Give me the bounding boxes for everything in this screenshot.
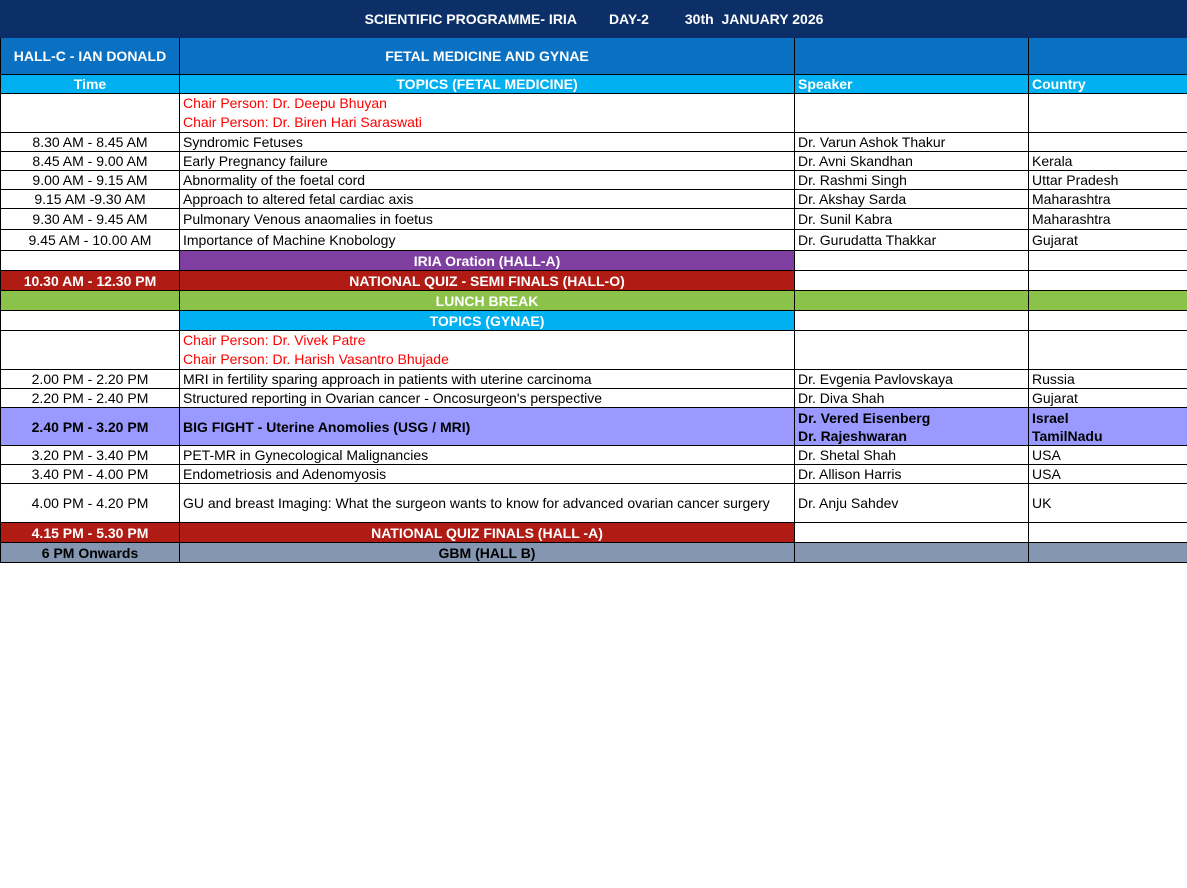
table-row: 8.45 AM - 9.00 AM Early Pregnancy failure Dr. Avni Skandhan Kerala [1,152,1187,171]
table-row: 9.45 AM - 10.00 AM Importance of Machine Knobology Dr. Gurudatta Thakkar Gujarat [1,230,1187,251]
oration-label: IRIA Oration (HALL-A) [180,251,795,271]
column-header-row [1,75,1187,94]
big-fight-speaker-2: Dr. Rajeshwaran [798,427,907,444]
gynae-chair-1: Chair Person: Dr. Vivek Patre [183,332,366,348]
big-fight-speaker-1: Dr. Vered Eisenberg [798,409,931,426]
col-country: Country [1029,75,1187,94]
table-row: 2.20 PM - 2.40 PM Structured reporting in Ovarian cancer - Oncosurgeon's perspective Dr. Diva Shah Gujarat [1,389,1187,408]
table-row: 9.00 AM - 9.15 AM Abnormality of the foetal cord Dr. Rashmi Singh Uttar Pradesh [1,171,1187,190]
gynae-title: TOPICS (GYNAE) [180,311,795,331]
programme-title: SCIENTIFIC PROGRAMME- IRIA [364,11,577,27]
table-row: 9.30 AM - 9.45 AM Pulmonary Venous anaomalies in foetus Dr. Sunil Kabra Maharashtra [1,209,1187,230]
hall-row [1,38,1187,75]
table-row: 9.15 AM -9.30 AM Approach to altered fetal cardiac axis Dr. Akshay Sarda Maharashtra [1,190,1187,209]
big-fight-topic: BIG FIGHT - Uterine Anomolies (USG / MRI) [180,408,795,446]
title-row [1,1,1187,38]
table-row: 3.20 PM - 3.40 PM PET-MR in Gynecological Malignancies Dr. Shetal Shah USA [1,446,1187,465]
gynae-chair-row [1,331,1187,370]
col-speaker: Speaker [795,75,1029,94]
col-time: Time [1,75,180,94]
gynae-chair-2: Chair Person: Dr. Harish Vasantro Bhujade [183,351,449,367]
semi-final-row [1,271,1187,291]
table-row: 2.00 PM - 2.20 PM MRI in fertility sparing approach in patients with uterine carcinoma Dr. Evgenia Pavlovskaya Russia [1,370,1187,389]
big-fight-row [1,408,1187,446]
day-label: DAY-2 [608,11,649,27]
quiz-final-time: 4.15 PM - 5.30 PM [1,523,180,543]
table-row: 4.00 PM - 4.20 PM GU and breast Imaging: What the surgeon wants to know for advanced ovarian cancer surgery Dr. Anju Sahdev UK [1,484,1187,523]
table-row: 3.40 PM - 4.00 PM Endometriosis and Adenomyosis Dr. Allison Harris USA [1,465,1187,484]
gbm-time: 6 PM Onwards [1,543,180,563]
date-label: 30th JANUARY 2026 [684,11,824,27]
hall-theme: FETAL MEDICINE AND GYNAE [180,38,795,75]
fetal-chair-2: Chair Person: Dr. Biren Hari Saraswati [183,114,422,130]
big-fight-time: 2.40 PM - 3.20 PM [1,408,180,446]
gbm-label: GBM (HALL B) [180,543,795,563]
fetal-chair-1: Chair Person: Dr. Deepu Bhuyan [183,95,387,111]
gynae-header-row [1,311,1187,331]
col-topic: TOPICS (FETAL MEDICINE) [180,75,795,94]
lunch-label: LUNCH BREAK [180,291,795,311]
quiz-final-row [1,523,1187,543]
fetal-chair-row [1,94,1187,133]
quiz-final-label: NATIONAL QUIZ FINALS (HALL -A) [180,523,795,543]
hall-name: HALL-C - IAN DONALD [1,38,180,75]
gbm-row [1,543,1187,563]
big-fight-country-2: TamilNadu [1032,427,1103,444]
semi-final-time: 10.30 AM - 12.30 PM [1,271,180,291]
oration-row [1,251,1187,271]
lunch-row [1,291,1187,311]
semi-final-label: NATIONAL QUIZ - SEMI FINALS (HALL-O) [180,271,795,291]
table-row: 8.30 AM - 8.45 AM Syndromic Fetuses Dr. Varun Ashok Thakur [1,133,1187,152]
big-fight-country-1: Israel [1032,409,1069,426]
